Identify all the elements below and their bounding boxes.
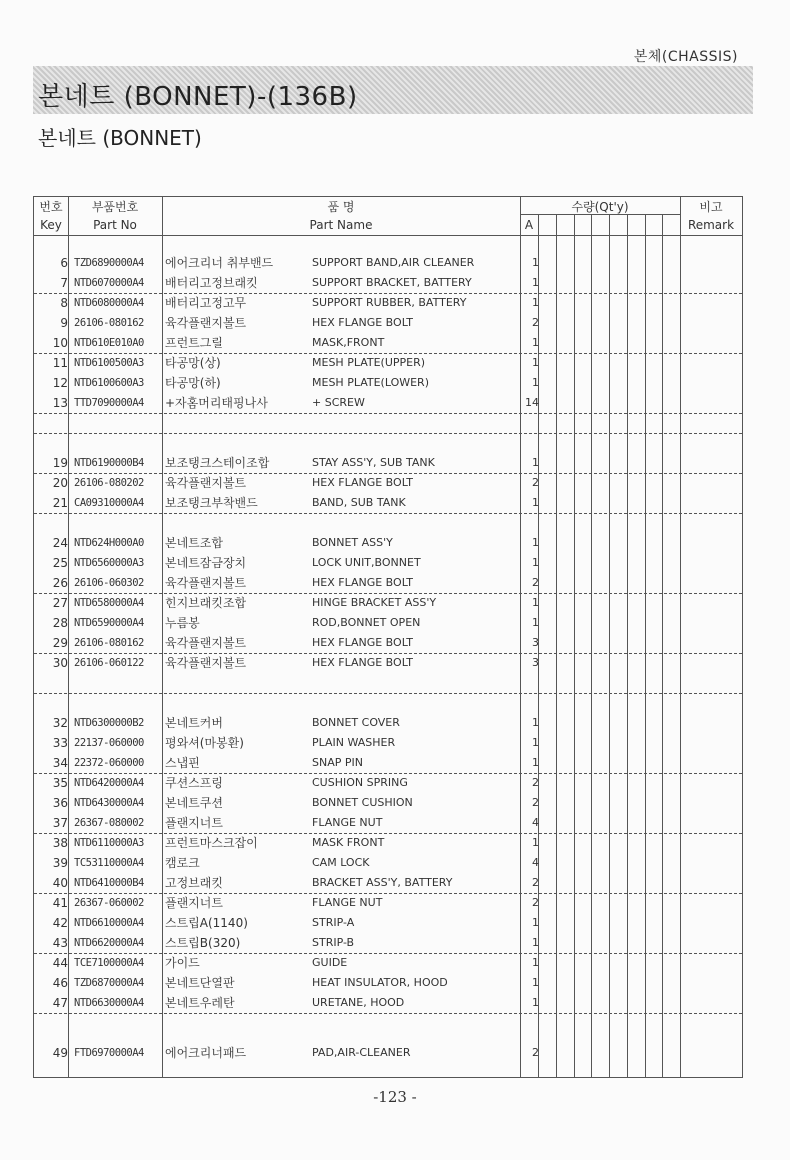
row-part-no: NTD6110000A3 — [74, 837, 144, 849]
row-name-en: URETANE, HOOD — [312, 996, 405, 1009]
table-row — [34, 453, 742, 474]
table-header — [34, 197, 742, 236]
row-name-ko: 스냅핀 — [165, 756, 200, 770]
row-name-ko: 플랜지너트 — [165, 896, 223, 910]
row-part-no: 26106-060122 — [74, 657, 144, 669]
row-qty: 4 — [532, 856, 539, 869]
table-row — [34, 353, 742, 373]
row-part-no: 26106-060302 — [74, 577, 144, 589]
row-qty: 4 — [532, 816, 539, 829]
row-qty: 1 — [532, 996, 539, 1009]
row-part-no: NTD6080000A4 — [74, 297, 144, 309]
row-qty: 1 — [532, 736, 539, 749]
row-part-no: NTD624H000A0 — [74, 537, 144, 549]
row-part-no: NTD610E010A0 — [74, 337, 144, 349]
page-number: -123 - — [373, 1088, 417, 1106]
table-row — [34, 393, 742, 414]
row-name-en: CUSHION SPRING — [312, 776, 408, 789]
row-name-en: STRIP-A — [312, 916, 355, 929]
row-key: 20 — [52, 476, 68, 490]
row-part-no: TCE7100000A4 — [74, 957, 144, 969]
row-name-ko: 본네트잠금장치 — [165, 556, 247, 570]
row-part-no: NTD6590000A4 — [74, 617, 144, 629]
row-name-ko: 쿠션스프링 — [165, 776, 223, 790]
row-key: 27 — [52, 596, 68, 610]
row-name-ko: 타공망(상) — [165, 356, 221, 370]
col-part-ko: 부품번호 — [91, 200, 139, 214]
row-key: 24 — [52, 536, 68, 550]
row-name-ko: 육각플랜지볼트 — [165, 636, 247, 650]
table-row — [34, 833, 742, 853]
row-name-ko: 스트립B(320) — [165, 936, 241, 950]
table-row — [34, 793, 742, 813]
table-row — [34, 873, 742, 894]
table-row — [34, 613, 742, 633]
col-name-en: Part Name — [309, 218, 373, 232]
row-qty: 2 — [532, 776, 539, 789]
row-name-ko: 본네트쿠션 — [165, 796, 223, 810]
table-row — [34, 893, 742, 913]
row-name-ko: 캠로크 — [165, 856, 200, 870]
row-qty: 1 — [532, 456, 539, 469]
row-name-en: STRIP-B — [312, 936, 355, 949]
row-key: 40 — [52, 876, 68, 890]
row-qty: 1 — [532, 296, 539, 309]
table-row — [34, 473, 742, 493]
row-name-en: BONNET ASS'Y — [312, 536, 393, 549]
row-key: 10 — [52, 336, 68, 350]
row-part-no: TZD6870000A4 — [74, 977, 144, 989]
table-row — [34, 713, 742, 733]
row-key: 49 — [52, 1046, 68, 1060]
table-row — [34, 573, 742, 594]
table-row — [34, 333, 742, 354]
col-key-ko: 번호 — [39, 200, 63, 214]
table-row — [34, 753, 742, 774]
parts-table — [33, 196, 743, 1078]
row-key: 39 — [52, 856, 68, 870]
row-name-en: PLAIN WASHER — [312, 736, 396, 749]
row-part-no: NTD6430000A4 — [74, 797, 144, 809]
row-qty: 1 — [532, 276, 539, 289]
row-name-ko: 육각플랜지볼트 — [165, 656, 247, 670]
row-qty: 1 — [532, 836, 539, 849]
table-row — [34, 633, 742, 654]
row-qty: 1 — [532, 916, 539, 929]
row-name-en: SUPPORT BRACKET, BATTERY — [312, 276, 472, 289]
row-qty: 2 — [532, 876, 539, 889]
row-part-no: 26106-080162 — [74, 637, 144, 649]
row-part-no: 22372-060000 — [74, 757, 144, 769]
row-name-ko: 힌지브래킷조합 — [165, 596, 247, 610]
row-key: 35 — [52, 776, 68, 790]
row-key: 29 — [52, 636, 68, 650]
row-qty: 2 — [532, 896, 539, 909]
row-name-ko: 본네트우레탄 — [165, 996, 235, 1010]
table-row — [34, 993, 742, 1014]
row-name-ko: 고정브래킷 — [165, 876, 223, 890]
row-key: 26 — [52, 576, 68, 590]
row-part-no: NTD6190000B4 — [74, 457, 144, 469]
row-name-ko: 육각플랜지볼트 — [165, 316, 247, 330]
row-qty: 1 — [532, 536, 539, 549]
row-name-en: MESH PLATE(UPPER) — [312, 356, 426, 369]
section-label: 본체(CHASSIS) — [633, 49, 738, 65]
row-name-en: HEX FLANGE BOLT — [312, 636, 414, 649]
row-qty: 1 — [532, 256, 539, 269]
row-name-ko: 누름봉 — [165, 616, 200, 630]
table-row — [34, 313, 742, 333]
row-name-en: HINGE BRACKET ASS'Y — [312, 596, 437, 609]
row-name-en: HEX FLANGE BOLT — [312, 576, 414, 589]
row-key: 44 — [52, 956, 68, 970]
row-name-ko: 본네트커버 — [165, 716, 223, 730]
table-row — [34, 273, 742, 294]
row-name-ko: 본네트단열판 — [165, 976, 235, 990]
row-key: 43 — [52, 936, 68, 950]
row-name-ko: 프런트마스크잡이 — [165, 836, 258, 850]
row-part-no: CA09310000A4 — [74, 497, 144, 509]
row-part-no: TZD6890000A4 — [74, 257, 144, 269]
row-name-en: GUIDE — [312, 956, 348, 969]
row-name-ko: 타공망(하) — [165, 376, 221, 390]
row-name-en: PAD,AIR-CLEANER — [312, 1046, 411, 1059]
row-part-no: 22137-060000 — [74, 737, 144, 749]
table-row — [34, 853, 742, 873]
page-title: 본네트 (BONNET)-(136B) — [38, 82, 358, 112]
row-name-en: FLANGE NUT — [312, 816, 383, 829]
row-key: 8 — [60, 296, 68, 310]
row-name-ko: 육각플랜지볼트 — [165, 576, 247, 590]
page-subtitle: 본네트 (BONNET) — [38, 126, 202, 150]
row-name-en: CAM LOCK — [312, 856, 370, 869]
row-qty: 3 — [532, 636, 539, 649]
table-row — [34, 933, 742, 954]
col-remark-ko: 비고 — [699, 200, 723, 214]
row-name-ko: 육각플랜지볼트 — [165, 476, 247, 490]
row-name-en: + SCREW — [312, 396, 365, 409]
col-part-en: Part No — [93, 218, 137, 232]
row-name-en: LOCK UNIT,BONNET — [312, 556, 421, 569]
row-part-no: NTD6420000A4 — [74, 777, 144, 789]
row-name-ko: 배터리고정브래킷 — [165, 276, 258, 290]
table-row — [34, 773, 742, 793]
row-name-en: STAY ASS'Y, SUB TANK — [312, 456, 435, 469]
row-key: 38 — [52, 836, 68, 850]
row-key: 34 — [52, 756, 68, 770]
row-part-no: 26367-060002 — [74, 897, 144, 909]
row-part-no: NTD6610000A4 — [74, 917, 144, 929]
row-name-ko: 플랜지너트 — [165, 816, 223, 830]
table-row — [34, 593, 742, 613]
table-row — [34, 533, 742, 553]
table-row — [34, 653, 742, 673]
row-key: 37 — [52, 816, 68, 830]
row-qty: 1 — [532, 356, 539, 369]
row-name-en: BONNET COVER — [312, 716, 400, 729]
table-row — [34, 553, 742, 573]
row-part-no: NTD6630000A4 — [74, 997, 144, 1009]
row-part-no: 26106-080162 — [74, 317, 144, 329]
row-key: 30 — [52, 656, 68, 670]
table-row — [34, 293, 742, 313]
row-name-ko: +자홈머리태핑나사 — [165, 396, 268, 410]
row-name-en: MASK FRONT — [312, 836, 385, 849]
row-name-ko: 스트립A(1140) — [165, 916, 248, 930]
row-name-en: FLANGE NUT — [312, 896, 383, 909]
row-part-no: NTD6580000A4 — [74, 597, 144, 609]
row-name-en: SUPPORT BAND,AIR CLEANER — [312, 256, 475, 269]
row-key: 32 — [52, 716, 68, 730]
row-qty: 1 — [532, 936, 539, 949]
row-name-ko: 에어크리너 취부밴드 — [165, 256, 274, 270]
row-key: 33 — [52, 736, 68, 750]
col-remark-en: Remark — [687, 218, 735, 232]
table-row — [34, 813, 742, 834]
row-name-en: SNAP PIN — [312, 756, 363, 769]
row-part-no: NTD6620000A4 — [74, 937, 144, 949]
row-part-no: NTD6100500A3 — [74, 357, 144, 369]
row-name-ko: 가이드 — [165, 956, 200, 970]
section-divider — [34, 693, 742, 694]
row-key: 7 — [60, 276, 68, 290]
row-name-ko: 배터리고정고무 — [165, 296, 247, 310]
col-name-ko: 품 명 — [327, 200, 355, 214]
row-qty: 2 — [532, 476, 539, 489]
row-key: 36 — [52, 796, 68, 810]
row-key: 19 — [52, 456, 68, 470]
row-name-ko: 본네트조합 — [165, 536, 223, 550]
row-name-ko: 프런트그릴 — [165, 336, 223, 350]
table-row — [34, 493, 742, 513]
section-divider — [34, 433, 742, 434]
row-qty: 1 — [532, 376, 539, 389]
row-part-no: TTD7090000A4 — [74, 397, 144, 409]
row-name-en: SUPPORT RUBBER, BATTERY — [312, 296, 467, 309]
row-part-no: NTD6300000B2 — [74, 717, 144, 729]
row-part-no: NTD6410000B4 — [74, 877, 144, 889]
row-name-en: MESH PLATE(LOWER) — [312, 376, 429, 389]
row-qty: 1 — [532, 976, 539, 989]
row-qty: 1 — [532, 596, 539, 609]
table-row — [34, 253, 742, 273]
row-name-en: HEX FLANGE BOLT — [312, 316, 414, 329]
row-qty: 1 — [532, 496, 539, 509]
row-name-ko: 평와셔(마봉환) — [165, 736, 244, 750]
row-qty: 2 — [532, 576, 539, 589]
row-name-ko: 보조탱크스테이조합 — [165, 456, 270, 470]
row-key: 47 — [52, 996, 68, 1010]
row-name-en: BAND, SUB TANK — [312, 496, 406, 509]
row-name-en: HEX FLANGE BOLT — [312, 656, 414, 669]
row-key: 42 — [52, 916, 68, 930]
table-row — [34, 1043, 742, 1063]
row-part-no: NTD6560000A3 — [74, 557, 144, 569]
col-key-en: Key — [40, 218, 62, 232]
row-key: 9 — [60, 316, 68, 330]
row-name-en: MASK,FRONT — [312, 336, 385, 349]
col-qty-a: A — [524, 218, 534, 232]
row-part-no: 26367-080002 — [74, 817, 144, 829]
row-name-ko: 보조탱크부착밴드 — [165, 496, 258, 510]
table-row — [34, 953, 742, 973]
row-name-en: BONNET CUSHION — [312, 796, 413, 809]
row-qty: 3 — [532, 656, 539, 669]
row-name-en: HEX FLANGE BOLT — [312, 476, 414, 489]
row-part-no: NTD6100600A3 — [74, 377, 144, 389]
row-part-no: FTD6970000A4 — [74, 1047, 144, 1059]
row-qty: 1 — [532, 616, 539, 629]
table-row — [34, 733, 742, 753]
row-qty: 1 — [532, 716, 539, 729]
row-part-no: TC53110000A4 — [74, 857, 144, 869]
row-key: 46 — [52, 976, 68, 990]
row-qty: 1 — [532, 956, 539, 969]
row-key: 28 — [52, 616, 68, 630]
row-key: 12 — [52, 376, 68, 390]
row-key: 11 — [52, 356, 68, 370]
row-name-en: BRACKET ASS'Y, BATTERY — [312, 876, 453, 889]
row-key: 41 — [52, 896, 68, 910]
table-row — [34, 913, 742, 933]
row-key: 21 — [52, 496, 68, 510]
row-name-en: ROD,BONNET OPEN — [312, 616, 421, 629]
row-part-no: NTD6070000A4 — [74, 277, 144, 289]
section-divider — [34, 513, 742, 514]
row-qty: 14 — [525, 396, 539, 409]
row-qty: 1 — [532, 336, 539, 349]
row-key: 6 — [60, 256, 68, 270]
table-row — [34, 373, 742, 393]
row-name-en: HEAT INSULATOR, HOOD — [312, 976, 448, 989]
row-qty: 1 — [532, 556, 539, 569]
col-qty: 수량(Qt'y) — [571, 200, 629, 214]
row-key: 13 — [52, 396, 68, 410]
row-qty: 2 — [532, 796, 539, 809]
row-qty: 2 — [532, 1046, 539, 1059]
section-divider — [34, 1013, 742, 1014]
row-qty: 2 — [532, 316, 539, 329]
row-qty: 1 — [532, 756, 539, 769]
row-name-ko: 에어크리너패드 — [165, 1046, 247, 1060]
row-key: 25 — [52, 556, 68, 570]
row-part-no: 26106-080202 — [74, 477, 144, 489]
table-row — [34, 973, 742, 993]
